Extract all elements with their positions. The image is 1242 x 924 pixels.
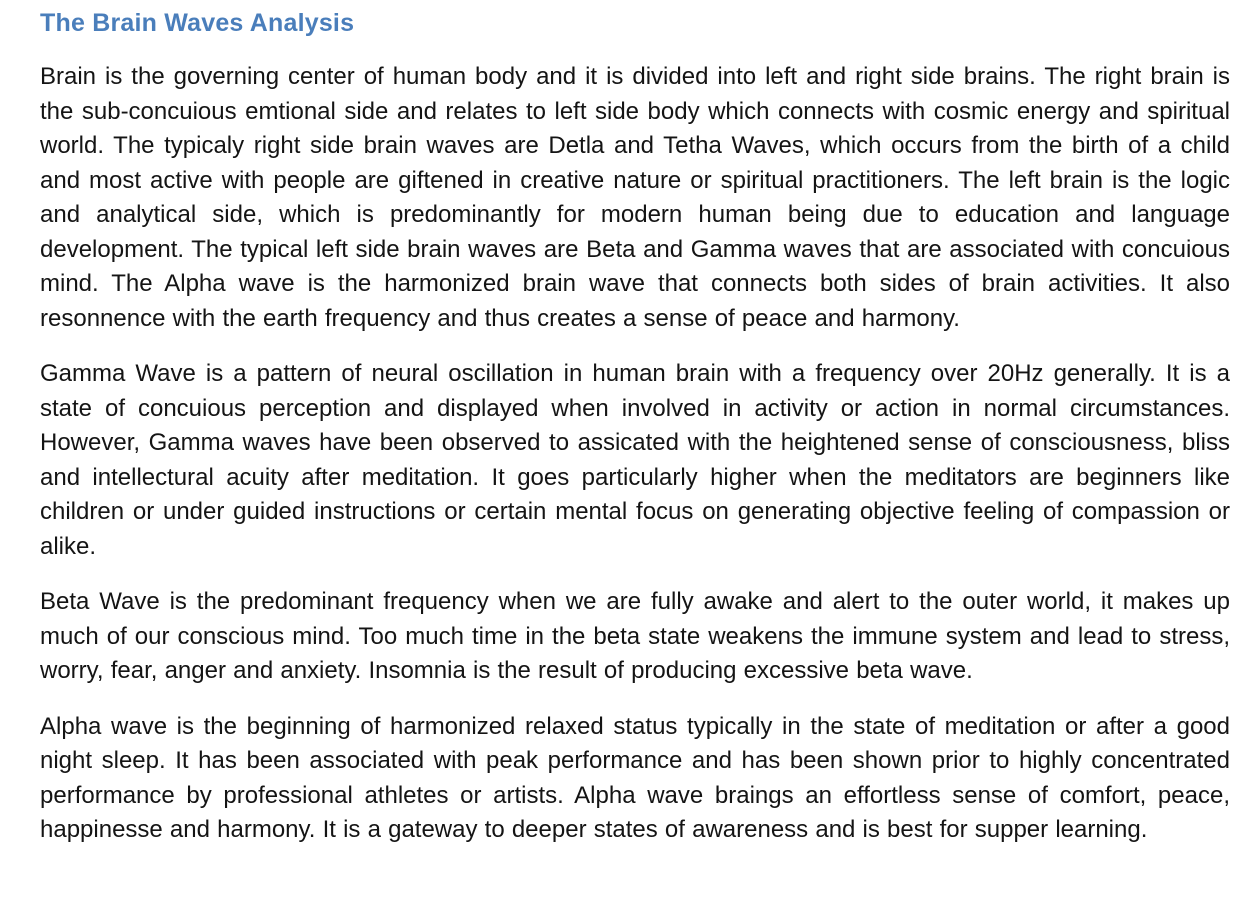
document-heading: The Brain Waves Analysis <box>40 9 355 37</box>
paragraph-beta-wave: Beta Wave is the predominant frequency when we are fully awake and alert to the outer world, it makes up much of our conscious mind. Too much time in the beta state weakens the immune system and lead to stress, worry, fear, anger and anxiety. Insomnia is the result of producing excessive beta wave. <box>40 588 1230 684</box>
paragraph-brain-overview: Brain is the governing center of human body and it is divided into left and right side brains. The right brain is the sub-concuious emtional side and relates to left side body which connects with cosmic energy and spiritual world. The typicaly right side brain waves are Detla and Tetha Waves, which occurs from the birth of a child and most active with people are giftened in creative nature or spiritual practitioners. The left brain is the logic and analytical side, which is predominantly for modern human being due to education and language development. The typical left side brain waves are Beta and Gamma waves that are associated with concuious mind. The Alpha wave is the harmonized brain wave that connects both sides of brain activities. It also resonnence with the earth frequency and thus creates a sense of peace and harmony. <box>40 63 1230 332</box>
paragraph-alpha-wave: Alpha wave is the beginning of harmonized relaxed status typically in the state of meditation or after a good night sleep. It has been associated with peak performance and has been shown prior to highly concentrated performance by professional athletes or artists. Alpha wave braings an effortless sense of comfort, peace, happinesse and harmony. It is a gateway to deeper states of awareness and is best for supper learning. <box>40 712 1230 843</box>
paragraph-gamma-wave: Gamma Wave is a pattern of neural oscillation in human brain with a frequency over 20Hz generally. It is a state of concuious perception and displayed when involved in activity or action in normal circumstances. However, Gamma waves have been observed to assicated with the heightened sense of consciousness, bliss and intellectural acuity after meditation. It goes particularly higher when the meditators are beginners like children or under guided instructions or certain mental focus on generating objective feeling of compassion or alike. <box>40 360 1230 560</box>
